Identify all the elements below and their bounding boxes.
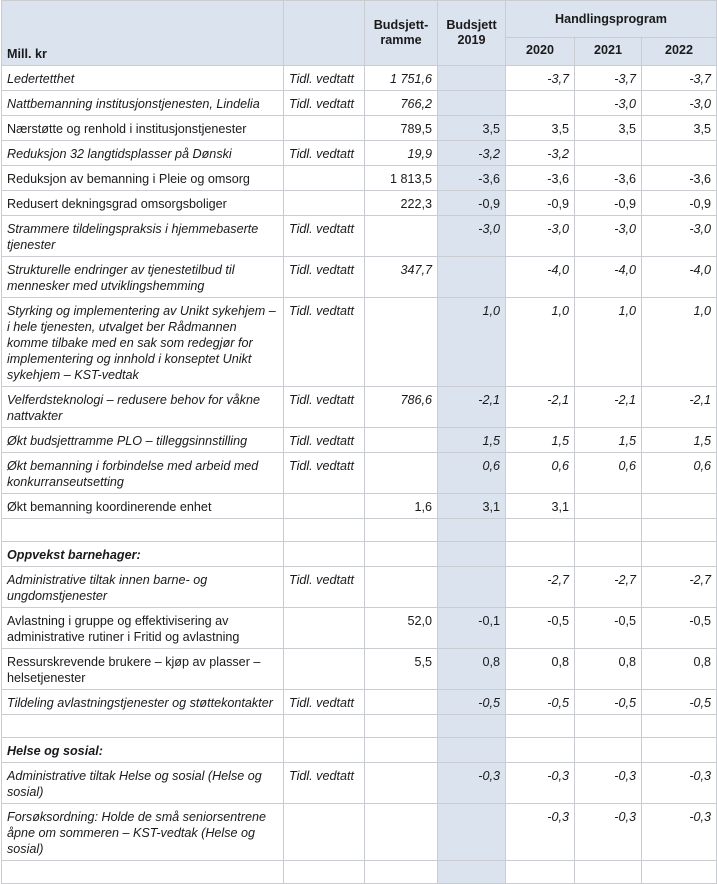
budsjettramme-cell <box>365 453 438 494</box>
year-2022-cell <box>642 141 717 166</box>
empty-cell <box>642 519 717 542</box>
budsjettramme-cell <box>365 298 438 387</box>
year-2021-cell: -2,1 <box>575 387 642 428</box>
table-row <box>2 298 717 387</box>
empty-cell <box>284 542 365 567</box>
year-2021-cell: 0,8 <box>575 649 642 690</box>
year-2022-cell: -4,0 <box>642 257 717 298</box>
budsjettramme-cell: 766,2 <box>365 91 438 116</box>
status-cell: Tidl. vedtatt <box>284 257 365 298</box>
table-row <box>2 804 717 861</box>
table-row <box>2 257 717 298</box>
year-2022-cell: -0,3 <box>642 804 717 861</box>
status-cell <box>284 494 365 519</box>
year-2022-cell: 0,8 <box>642 649 717 690</box>
budsjett-2019-cell: -3,2 <box>438 141 506 166</box>
year-2020-cell: -3,6 <box>506 166 575 191</box>
empty-cell <box>506 861 575 884</box>
year-2022-cell: 3,5 <box>642 116 717 141</box>
status-cell: Tidl. vedtatt <box>284 387 365 428</box>
table-row <box>2 453 717 494</box>
header-mill-kr: Mill. kr <box>2 1 284 66</box>
year-2020-cell: 3,1 <box>506 494 575 519</box>
empty-cell <box>284 715 365 738</box>
budsjett-2019-cell: 1,0 <box>438 298 506 387</box>
empty-cell <box>506 715 575 738</box>
year-2020-cell: -4,0 <box>506 257 575 298</box>
budsjettramme-cell: 347,7 <box>365 257 438 298</box>
empty-cell <box>575 861 642 884</box>
budsjettramme-cell: 222,3 <box>365 191 438 216</box>
row-label: Styrking og implementering av Unikt sykehjem – i hele tjenesten, utvalget ber Rådmannen komme tilbake med en sak som redegjør for implementering og innhold i konseptet Unikt sykehjem – KST-vedtak <box>2 298 284 387</box>
empty-cell <box>506 542 575 567</box>
budsjett-2019-cell: -2,1 <box>438 387 506 428</box>
budsjett-2019-cell: 3,1 <box>438 494 506 519</box>
empty-cell <box>438 542 506 567</box>
empty-cell <box>642 861 717 884</box>
year-2021-cell: 1,0 <box>575 298 642 387</box>
empty-cell <box>2 861 284 884</box>
row-label: Administrative tiltak innen barne- og ungdomstjenester <box>2 567 284 608</box>
empty-cell <box>575 542 642 567</box>
status-cell: Tidl. vedtatt <box>284 91 365 116</box>
row-label: Ressurskrevende brukere – kjøp av plasser – helsetjenester <box>2 649 284 690</box>
row-label: Økt budsjettramme PLO – tilleggsinnstilling <box>2 428 284 453</box>
year-2020-cell: 0,8 <box>506 649 575 690</box>
table-row <box>2 166 717 191</box>
budsjettramme-cell: 789,5 <box>365 116 438 141</box>
row-label: Strukturelle endringer av tjenestetilbud til mennesker med utviklingshemming <box>2 257 284 298</box>
status-cell <box>284 166 365 191</box>
year-2022-cell: -3,0 <box>642 91 717 116</box>
year-2020-cell: -2,1 <box>506 387 575 428</box>
empty-cell <box>438 861 506 884</box>
empty-cell <box>2 715 284 738</box>
status-cell <box>284 608 365 649</box>
year-2021-cell: -0,3 <box>575 804 642 861</box>
header-status <box>284 1 365 66</box>
empty-cell <box>575 715 642 738</box>
budsjettramme-cell: 1 751,6 <box>365 66 438 91</box>
empty-cell <box>284 519 365 542</box>
year-2022-cell: 1,5 <box>642 428 717 453</box>
status-cell: Tidl. vedtatt <box>284 216 365 257</box>
budsjettramme-cell <box>365 690 438 715</box>
budsjettramme-cell <box>365 428 438 453</box>
year-2021-cell: -0,3 <box>575 763 642 804</box>
year-2020-cell: -0,3 <box>506 763 575 804</box>
budsjett-2019-cell <box>438 567 506 608</box>
header-budsjettramme: Budsjett- ramme <box>365 1 438 66</box>
section-row <box>2 542 717 567</box>
row-label: Nærstøtte og renhold i institusjonstjenester <box>2 116 284 141</box>
table-row <box>2 649 717 690</box>
budsjett-2019-cell: -0,5 <box>438 690 506 715</box>
budsjett-2019-cell: -3,6 <box>438 166 506 191</box>
year-2021-cell: 1,5 <box>575 428 642 453</box>
year-2021-cell: -0,5 <box>575 690 642 715</box>
budsjettramme-cell: 1 813,5 <box>365 166 438 191</box>
row-label: Velferdsteknologi – redusere behov for våkne nattvakter <box>2 387 284 428</box>
empty-cell <box>642 738 717 763</box>
budsjett-2019-cell: 3,5 <box>438 116 506 141</box>
year-2021-cell: -3,0 <box>575 91 642 116</box>
table-row <box>2 91 717 116</box>
budsjett-2019-cell: 0,6 <box>438 453 506 494</box>
budget-table <box>1 0 717 884</box>
empty-cell <box>438 738 506 763</box>
year-2020-cell: -2,7 <box>506 567 575 608</box>
status-cell <box>284 191 365 216</box>
year-2022-cell: -0,5 <box>642 690 717 715</box>
table-row <box>2 141 717 166</box>
budsjettramme-cell: 1,6 <box>365 494 438 519</box>
year-2021-cell: -0,5 <box>575 608 642 649</box>
budsjett-2019-cell: -3,0 <box>438 216 506 257</box>
row-label: Økt bemanning koordinerende enhet <box>2 494 284 519</box>
table-row <box>2 763 717 804</box>
spacer-row <box>2 861 717 884</box>
empty-cell <box>365 715 438 738</box>
year-2020-cell: -0,5 <box>506 690 575 715</box>
status-cell: Tidl. vedtatt <box>284 141 365 166</box>
year-2020-cell: 1,5 <box>506 428 575 453</box>
header-handlingsprogram: Handlingsprogram <box>506 1 717 38</box>
row-label: Forsøksordning: Holde de små seniorsentrene åpne om sommeren – KST-vedtak (Helse og sosial) <box>2 804 284 861</box>
status-cell: Tidl. vedtatt <box>284 428 365 453</box>
year-2022-cell: -2,1 <box>642 387 717 428</box>
row-label: Økt bemanning i forbindelse med arbeid med konkurranseutsetting <box>2 453 284 494</box>
row-label: Redusert dekningsgrad omsorgsboliger <box>2 191 284 216</box>
table-row <box>2 690 717 715</box>
table-row <box>2 494 717 519</box>
status-cell <box>284 649 365 690</box>
header-year-2021: 2021 <box>575 38 642 66</box>
budsjett-2019-cell: -0,3 <box>438 763 506 804</box>
year-2022-cell: -3,7 <box>642 66 717 91</box>
row-label: Reduksjon av bemanning i Pleie og omsorg <box>2 166 284 191</box>
budsjett-2019-cell: 1,5 <box>438 428 506 453</box>
row-label: Administrative tiltak Helse og sosial (Helse og sosial) <box>2 763 284 804</box>
empty-cell <box>506 738 575 763</box>
year-2022-cell: -0,3 <box>642 763 717 804</box>
status-cell: Tidl. vedtatt <box>284 453 365 494</box>
year-2021-cell: -4,0 <box>575 257 642 298</box>
row-label: Avlastning i gruppe og effektivisering av administrative rutiner i Fritid og avlastning <box>2 608 284 649</box>
budsjettramme-cell <box>365 763 438 804</box>
status-cell: Tidl. vedtatt <box>284 298 365 387</box>
empty-cell <box>438 715 506 738</box>
status-cell <box>284 116 365 141</box>
status-cell <box>284 804 365 861</box>
budsjettramme-cell: 52,0 <box>365 608 438 649</box>
section-row <box>2 738 717 763</box>
year-2020-cell: -0,3 <box>506 804 575 861</box>
year-2021-cell: 3,5 <box>575 116 642 141</box>
table-row <box>2 608 717 649</box>
table-body <box>2 66 717 884</box>
status-cell: Tidl. vedtatt <box>284 690 365 715</box>
budsjettramme-cell: 5,5 <box>365 649 438 690</box>
budsjettramme-cell <box>365 804 438 861</box>
table-row <box>2 387 717 428</box>
header-year-2022: 2022 <box>642 38 717 66</box>
year-2021-cell: -2,7 <box>575 567 642 608</box>
year-2022-cell: 1,0 <box>642 298 717 387</box>
budsjett-2019-cell: -0,1 <box>438 608 506 649</box>
empty-cell <box>2 519 284 542</box>
empty-cell <box>642 542 717 567</box>
year-2020-cell: 0,6 <box>506 453 575 494</box>
year-2021-cell: -3,0 <box>575 216 642 257</box>
empty-cell <box>575 519 642 542</box>
row-label: Nattbemanning institusjonstjenesten, Lindelia <box>2 91 284 116</box>
status-cell: Tidl. vedtatt <box>284 66 365 91</box>
year-2020-cell: -3,2 <box>506 141 575 166</box>
year-2021-cell: -3,7 <box>575 66 642 91</box>
table-row <box>2 216 717 257</box>
table-row <box>2 428 717 453</box>
empty-cell <box>365 519 438 542</box>
budsjett-2019-cell <box>438 804 506 861</box>
year-2020-cell: 1,0 <box>506 298 575 387</box>
budsjett-2019-cell <box>438 66 506 91</box>
header-budsjett-2019: Budsjett 2019 <box>438 1 506 66</box>
year-2020-cell <box>506 91 575 116</box>
status-cell: Tidl. vedtatt <box>284 567 365 608</box>
budsjettramme-cell: 786,6 <box>365 387 438 428</box>
year-2022-cell: -0,9 <box>642 191 717 216</box>
budsjett-2019-cell: 0,8 <box>438 649 506 690</box>
spacer-row <box>2 715 717 738</box>
year-2022-cell: -0,5 <box>642 608 717 649</box>
year-2022-cell <box>642 494 717 519</box>
empty-cell <box>365 542 438 567</box>
year-2021-cell <box>575 494 642 519</box>
table-row <box>2 191 717 216</box>
table-row <box>2 567 717 608</box>
year-2020-cell: 3,5 <box>506 116 575 141</box>
budsjettramme-cell <box>365 216 438 257</box>
year-2021-cell: -3,6 <box>575 166 642 191</box>
row-label: Strammere tildelingspraksis i hjemmebaserte tjenester <box>2 216 284 257</box>
table-row <box>2 116 717 141</box>
row-label: Ledertetthet <box>2 66 284 91</box>
year-2022-cell: -3,6 <box>642 166 717 191</box>
status-cell: Tidl. vedtatt <box>284 763 365 804</box>
budsjett-2019-cell <box>438 257 506 298</box>
spacer-row <box>2 519 717 542</box>
section-heading: Helse og sosial: <box>2 738 284 763</box>
year-2022-cell: -3,0 <box>642 216 717 257</box>
header-year-2020: 2020 <box>506 38 575 66</box>
row-label: Tildeling avlastningstjenester og støttekontakter <box>2 690 284 715</box>
budsjettramme-cell: 19,9 <box>365 141 438 166</box>
section-heading: Oppvekst barnehager: <box>2 542 284 567</box>
empty-cell <box>365 738 438 763</box>
year-2020-cell: -0,9 <box>506 191 575 216</box>
empty-cell <box>284 861 365 884</box>
empty-cell <box>642 715 717 738</box>
year-2021-cell <box>575 141 642 166</box>
year-2020-cell: -3,7 <box>506 66 575 91</box>
year-2021-cell: -0,9 <box>575 191 642 216</box>
budsjett-2019-cell <box>438 91 506 116</box>
empty-cell <box>506 519 575 542</box>
year-2022-cell: -2,7 <box>642 567 717 608</box>
year-2020-cell: -3,0 <box>506 216 575 257</box>
table-row <box>2 66 717 91</box>
empty-cell <box>575 738 642 763</box>
empty-cell <box>365 861 438 884</box>
year-2021-cell: 0,6 <box>575 453 642 494</box>
empty-cell <box>284 738 365 763</box>
year-2020-cell: -0,5 <box>506 608 575 649</box>
budsjettramme-cell <box>365 567 438 608</box>
row-label: Reduksjon 32 langtidsplasser på Dønski <box>2 141 284 166</box>
year-2022-cell: 0,6 <box>642 453 717 494</box>
empty-cell <box>438 519 506 542</box>
budsjett-2019-cell: -0,9 <box>438 191 506 216</box>
